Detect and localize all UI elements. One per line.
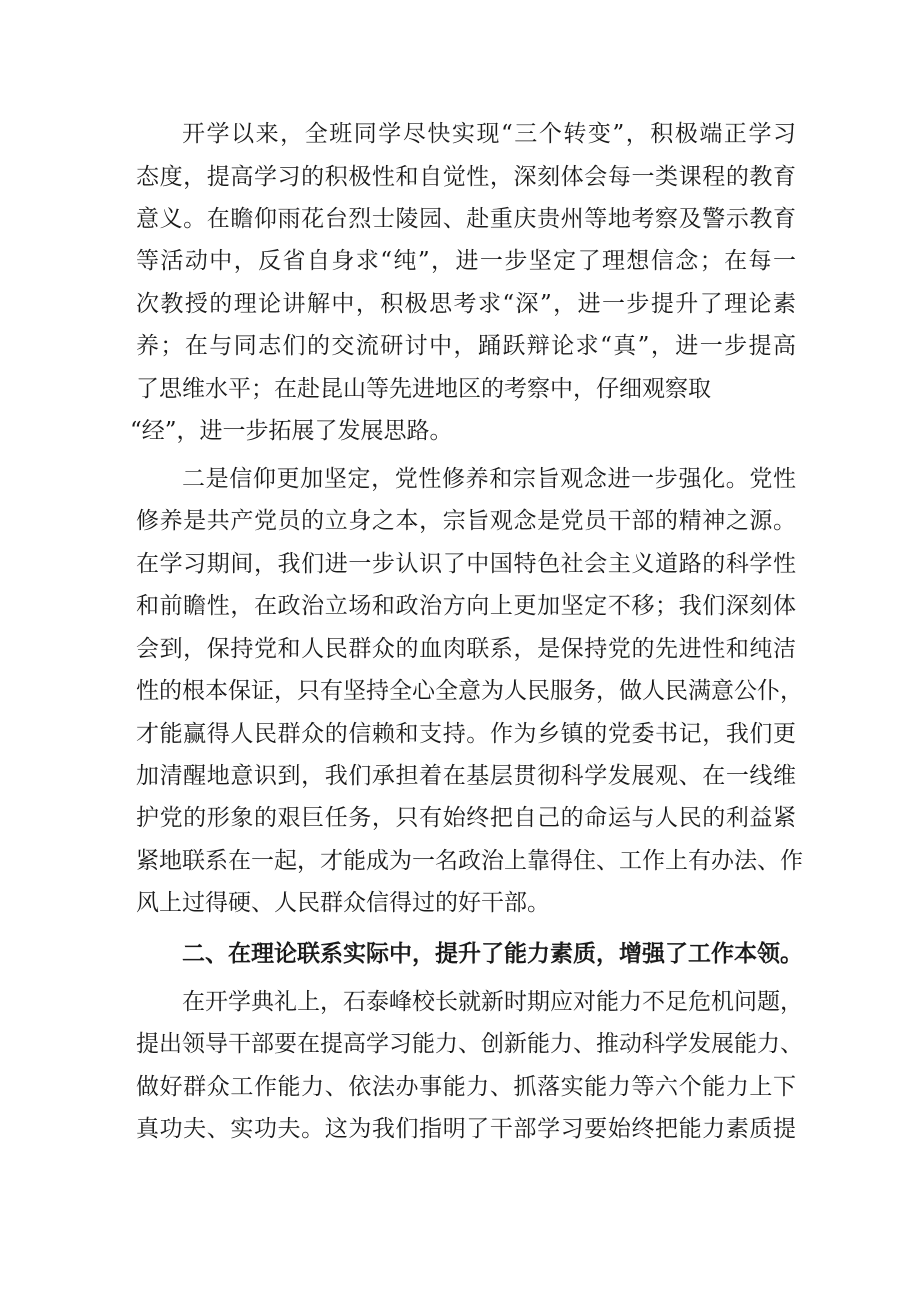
- paragraph-line: 性的根本保证，只有坚持全心全意为人民服务，做人民满意公仆，: [136, 678, 803, 704]
- paragraph-line: 护党的形象的艰巨任务，只有始终把自己的命运与人民的利益紧: [136, 805, 796, 831]
- paragraph-line: 养；在与同志们的交流研讨中，踊跃辩论求“真”，进一步提高: [136, 333, 796, 359]
- paragraph-line: “经”，进一步拓展了发展思路。: [130, 418, 453, 444]
- paragraph-line: 意义。在瞻仰雨花台烈士陵园、赴重庆贵州等地考察及警示教育: [136, 206, 796, 232]
- paragraph-line: 等活动中，反省自身求“纯”，进一步坚定了理想信念；在每一: [136, 248, 796, 274]
- paragraph-line: 在学习期间，我们进一步认识了中国特色社会主义道路的科学性: [136, 551, 796, 577]
- paragraph-line: 修养是共产党员的立身之本，宗旨观念是党员干部的精神之源。: [136, 508, 796, 534]
- paragraph-line: 做好群众工作能力、依法办事能力、抓落实能力等六个能力上下: [136, 1074, 796, 1100]
- paragraph-line: 才能赢得人民群众的信赖和支持。作为乡镇的党委书记，我们更: [136, 721, 796, 747]
- paragraph-line: 提出领导干部要在提高学习能力、创新能力、推动科学发展能力、: [136, 1031, 803, 1057]
- section-heading: 二、在理论联系实际中，提升了能力素质，增强了工作本领。: [182, 941, 803, 967]
- paragraph-line: 二是信仰更加坚定，党性修养和宗旨观念进一步强化。党性: [182, 466, 796, 492]
- paragraph-line: 次教授的理论讲解中，积极思考求“深”，进一步提升了理论素: [136, 291, 796, 317]
- paragraph-line: 风上过得硬、人民群众信得过的好干部。: [136, 890, 550, 916]
- paragraph-line: 加清醒地意识到，我们承担着在基层贯彻科学发展观、在一线维: [136, 763, 796, 789]
- paragraph-line: 态度，提高学习的积极性和自觉性，深刻体会每一类课程的教育: [136, 164, 796, 190]
- paragraph-line: 在开学典礼上，石泰峰校长就新时期应对能力不足危机问题，: [182, 989, 803, 1015]
- paragraph-line: 开学以来，全班同学尽快实现“三个转变”，积极端正学习: [182, 121, 796, 147]
- paragraph-line: 会到，保持党和人民群众的血肉联系，是保持党的先进性和纯洁: [136, 636, 796, 662]
- paragraph-line: 和前瞻性，在政治立场和政治方向上更加坚定不移；我们深刻体: [136, 593, 796, 619]
- paragraph-line: 真功夫、实功夫。这为我们指明了干部学习要始终把能力素质提: [136, 1116, 796, 1142]
- paragraph-line: 了思维水平；在赴昆山等先进地区的考察中，仔细观察取: [136, 376, 711, 402]
- paragraph-line: 紧地联系在一起，才能成为一名政治上靠得住、工作上有办法、作: [136, 848, 803, 874]
